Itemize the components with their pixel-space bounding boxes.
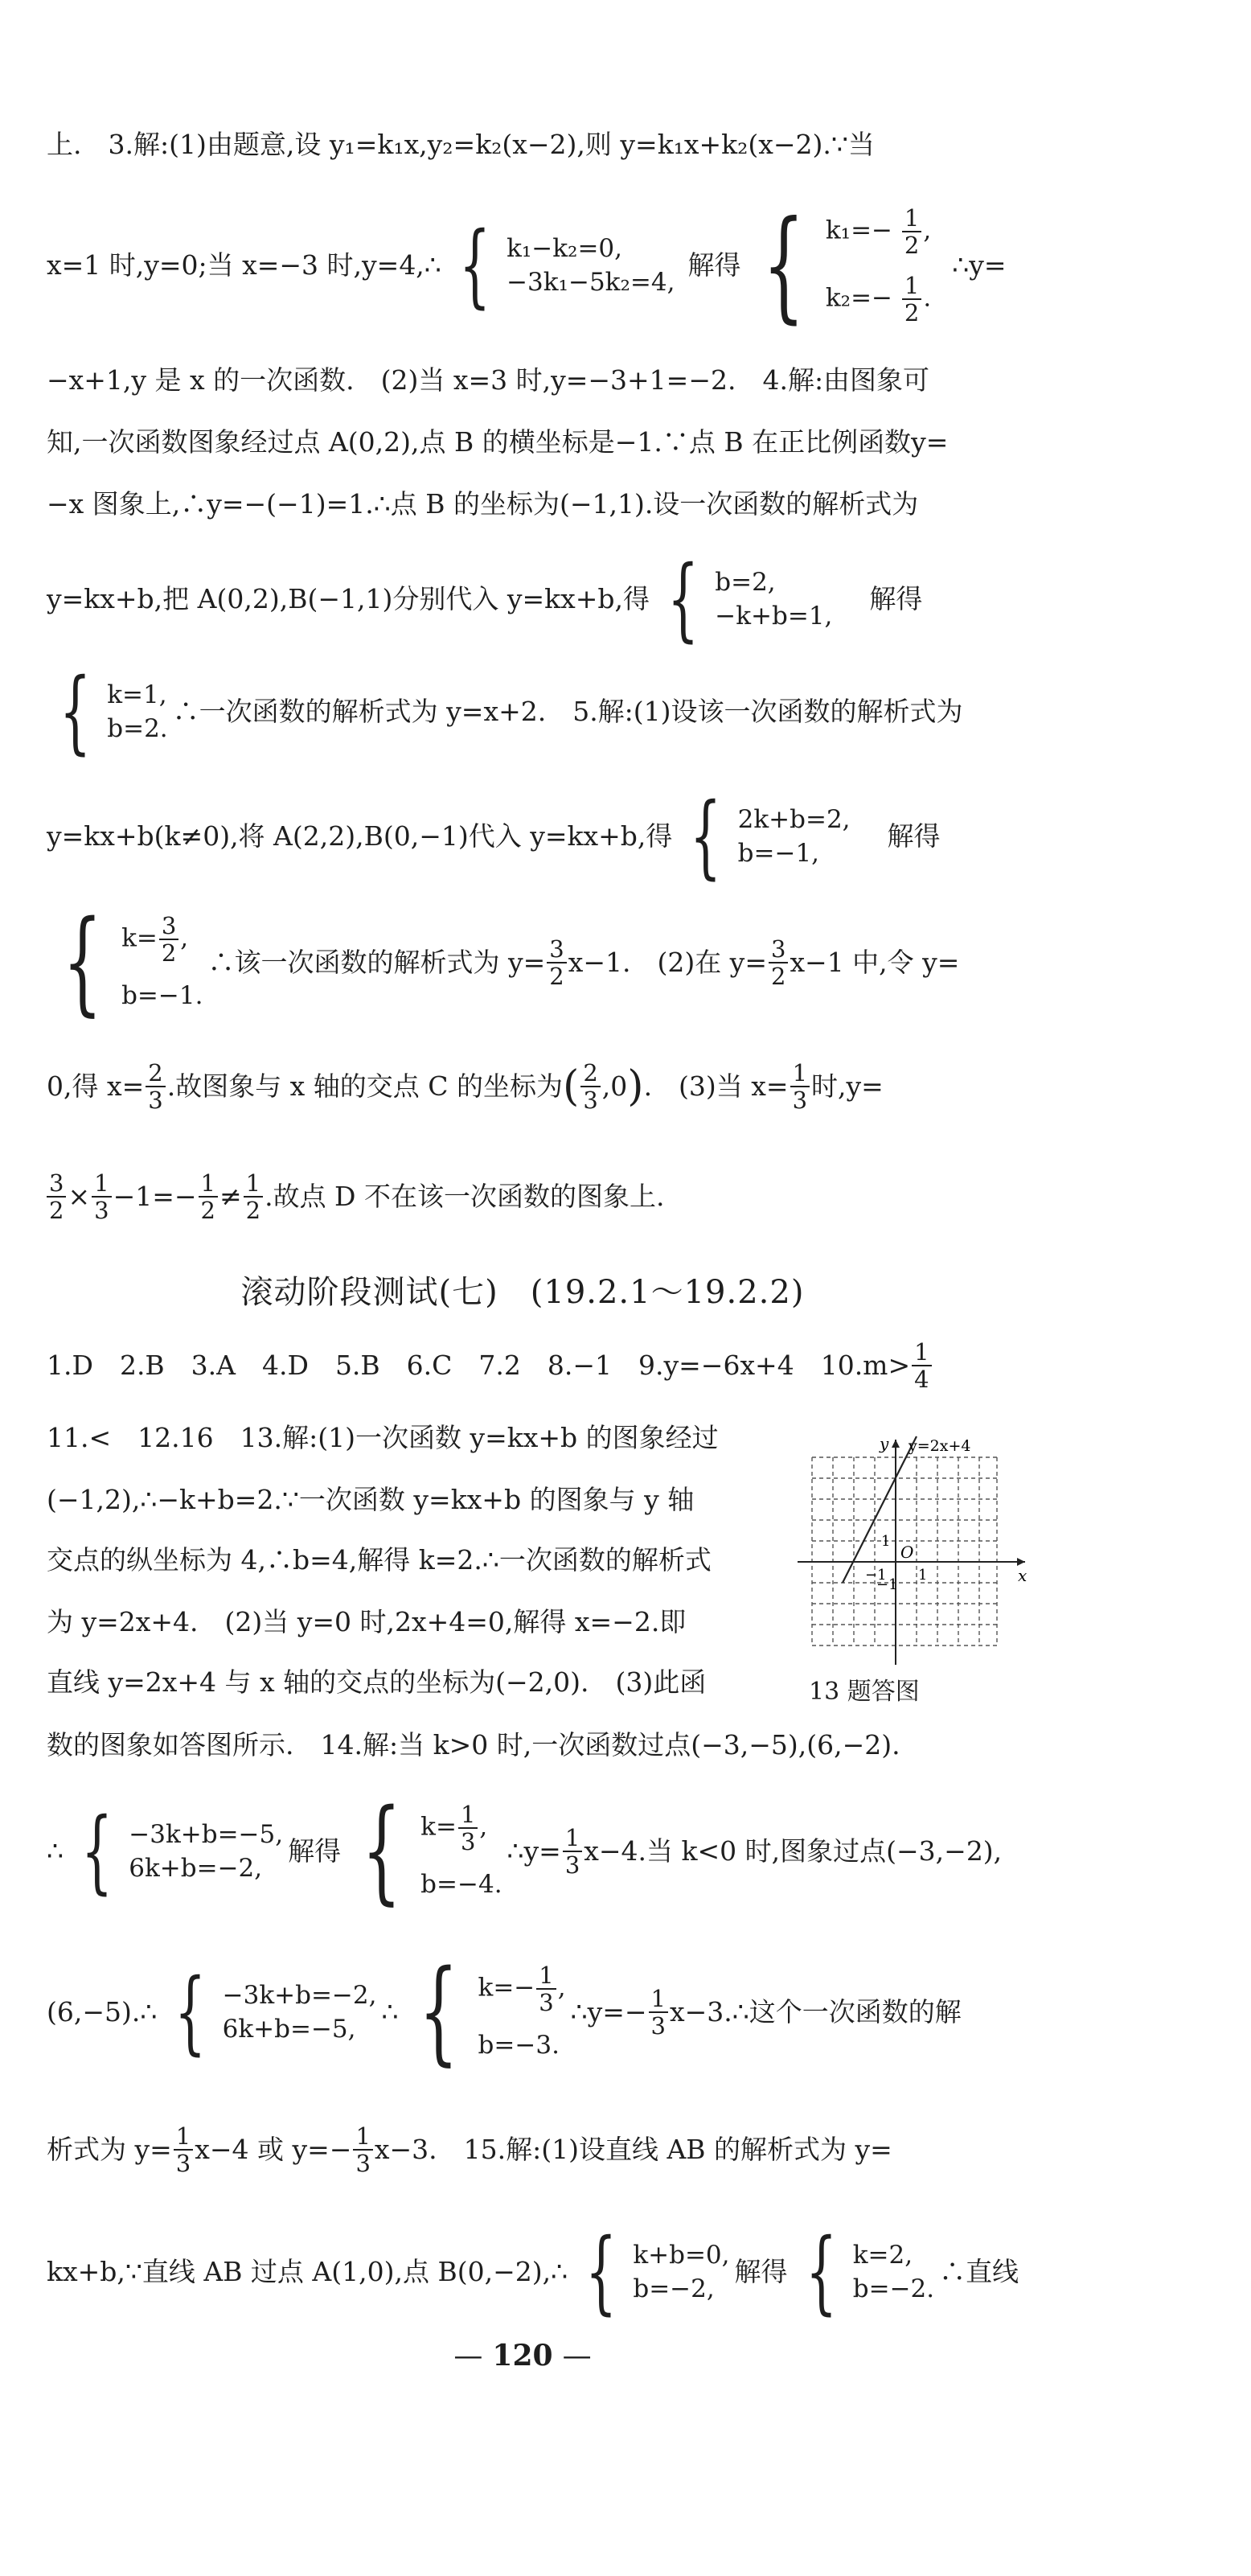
- fraction: $\frac{1}{3}$: [649, 1986, 668, 2039]
- page-dash: —: [453, 2340, 483, 2373]
- paragraph-text: .故图象与 x 轴的交点 C 的坐标为: [166, 1070, 564, 1102]
- equation-system: { b=2, −k+b=1,: [667, 547, 833, 651]
- solution-system: { k= $\frac{3}{2}$ , b=−1.: [63, 897, 203, 1028]
- text-line-5: [47, 488, 1044, 520]
- equation-row: b=−1.: [121, 981, 203, 1010]
- paragraph-text: 解得: [734, 2256, 788, 2287]
- equation-row: −3k₁−5k₂=4,: [507, 268, 675, 297]
- paragraph-text: x=1 时,y=0;当 x=−3 时,y=4,∴: [47, 249, 441, 281]
- paragraph-text: ∴: [47, 1835, 64, 1867]
- fraction: $\frac{3}{2}$: [547, 936, 566, 989]
- equation-row: −3k+b=−2,: [222, 1981, 377, 2010]
- equation-row: b=−1,: [737, 839, 820, 868]
- equation-system: { k=1, b=2.: [59, 659, 168, 764]
- x-axis-arrow-icon: [1017, 1558, 1025, 1566]
- text-line-1: [47, 129, 1044, 161]
- paragraph-text: ∴y=: [952, 249, 1007, 281]
- fraction: $\frac{1}{4}$: [912, 1339, 931, 1392]
- equation-row: 6k+b=−2,: [129, 1854, 263, 1883]
- paragraph-text: kx+b,∵直线 AB 过点 A(1,0),点 B(0,−2),∴: [47, 2256, 568, 2287]
- paragraph-text: x−4.当 k<0 时,图象过点(−3,−2),: [584, 1835, 1003, 1867]
- equation-row: 6k+b=−5,: [222, 2015, 356, 2044]
- text-line-17: [47, 1666, 786, 1699]
- equation-system: { k+b=0, b=−2,: [585, 2220, 730, 2324]
- text-line-20: [47, 1946, 1044, 2077]
- equation-row: b=−2,: [633, 2274, 715, 2303]
- equation-row: −k+b=1,: [715, 602, 833, 631]
- equation-system: { k₁−k₂=0, −3k₁−5k₂=4,: [458, 213, 675, 318]
- paragraph-text: x−3. 15.解:(1)设直线 AB 的解析式为 y=: [374, 2134, 892, 2165]
- paragraph-text: x−3.∴这个一次函数的解: [670, 1996, 962, 2028]
- line-label: y=2x+4: [909, 1437, 971, 1455]
- text-line-2: [47, 195, 1044, 335]
- text-line-10: 0,得 x= $\frac{2}{3}$ .故图象与 x 轴的交点 C 的坐标为 ( $\frac{2}{3}$ ,0 ) . (3)当 x= $\frac{1}{3}$ 时,y=: [47, 1059, 884, 1114]
- fraction: $\frac{1}{2}$: [902, 205, 921, 258]
- page-dash: —: [562, 2340, 592, 2373]
- paragraph-text: 0,得 x=: [47, 1070, 145, 1102]
- equation-row: b=−2.: [852, 2274, 935, 2303]
- equation-row: k₁−k₂=0,: [507, 234, 623, 263]
- paragraph-text: 时,y=: [811, 1070, 884, 1102]
- text-line-16: [47, 1606, 786, 1638]
- equation-row: k₁=−: [825, 216, 893, 245]
- equation-system: { −3k+b=−2, 6k+b=−5,: [174, 1960, 377, 2064]
- paragraph-text: (6,−5).∴: [47, 1996, 158, 2028]
- paragraph-text: 1.D 2.B 3.A 4.D 5.B 6.C 7.2 8.−1 9.y=−6x+4 10.m>: [47, 1350, 911, 1381]
- fraction: $\frac{3}{2}$: [769, 936, 788, 989]
- fraction: $\frac{1}{3}$: [458, 1802, 478, 1855]
- page-number-text: 120: [492, 2339, 553, 2373]
- fraction: $\frac{1}{3}$: [563, 1825, 582, 1878]
- text-line-9: [47, 897, 1044, 1028]
- solution-system: { k₁=− $\frac{1}{2}$ , k₂=− $\frac{1}{2}$ .: [762, 195, 932, 335]
- equation-system: { −3k+b=−5, 6k+b=−2,: [81, 1799, 284, 1904]
- x-tick-label: 1: [918, 1567, 928, 1584]
- y-axis-label: y: [880, 1434, 889, 1453]
- fraction: $\frac{1}{2}$: [902, 273, 921, 326]
- equation-row: b=2.: [107, 714, 168, 743]
- paragraph-text: ∴直线: [939, 2256, 1019, 2287]
- paragraph-text: 11.< 12.16 13.解:(1)一次函数 y=kx+b 的图象经过: [47, 1422, 719, 1453]
- solution-system: { k=− $\frac{1}{3}$ , b=−3.: [419, 1946, 566, 2077]
- paragraph-text: y=kx+b,把 A(0,2),B(−1,1)分别代入 y=kx+b,得: [47, 583, 650, 614]
- paragraph-text: ∴y=−: [570, 1996, 647, 2028]
- equation-row: −3k+b=−5,: [129, 1820, 284, 1849]
- section-title-range: (19.2.1～19.2.2): [530, 1274, 805, 1311]
- text-line-3: [47, 364, 1044, 396]
- x-tick-label: −1: [865, 1567, 887, 1584]
- paragraph-text: (−1,2),∴−k+b=2.∵一次函数 y=kx+b 的图象与 y 轴: [47, 1484, 695, 1515]
- text-line-11: $\frac{3}{2}$ × $\frac{1}{3}$ −1=− $\frac{1}{2}$ ≠ $\frac{1}{2}$ .故点 D 不在该一次函数的图象上.: [47, 1170, 1044, 1223]
- origin-label: O: [900, 1543, 914, 1562]
- paragraph-text: 交点的纵坐标为 4,∴b=4,解得 k=2.∴一次函数的解析式: [47, 1544, 712, 1576]
- paragraph-text: 为 y=2x+4. (2)当 y=0 时,2x+4=0,解得 x=−2.即: [47, 1606, 687, 1637]
- paragraph-text: . (3)当 x=: [643, 1070, 789, 1102]
- paragraph-text: ∴该一次函数的解析式为 y=: [207, 947, 546, 978]
- paragraph-text: −x+1,y 是 x 的一次函数. (2)当 x=3 时,y=−3+1=−2. 4.解:由图象可: [47, 364, 930, 396]
- paragraph-text: −1=−: [113, 1181, 197, 1212]
- text-line-15: [47, 1544, 786, 1576]
- paragraph-text: 数的图象如答图所示. 14.解:当 k>0 时,一次函数过点(−3,−5),(6,−2).: [47, 1729, 900, 1760]
- fraction: $\frac{1}{3}$: [92, 1170, 111, 1223]
- equation-row: k=: [420, 1812, 457, 1842]
- equation-row: b=2,: [715, 568, 776, 597]
- paragraph-text: 解得: [887, 820, 941, 852]
- text-line-22: [47, 2220, 1044, 2324]
- fraction: $\frac{1}{3}$: [174, 2123, 193, 2176]
- fraction: $\frac{2}{3}$: [580, 1060, 600, 1113]
- y-axis-arrow-icon: [892, 1440, 900, 1448]
- equation-row: 2k+b=2,: [737, 805, 851, 834]
- equation-row: k=2,: [852, 2241, 913, 2270]
- fraction: $\frac{3}{2}$: [47, 1170, 66, 1223]
- paragraph-text: 直线 y=2x+4 与 x 轴的交点的坐标为(−2,0). (3)此函: [47, 1666, 707, 1698]
- paragraph-text: 知,一次函数图象经过点 A(0,2),点 B 的横坐标是−1.∵点 B 在正比例函数y=: [47, 426, 949, 458]
- graph-figure: [796, 1433, 1045, 1666]
- fraction: $\frac{1}{3}$: [536, 1962, 556, 2015]
- equation-row: k₂=−: [825, 283, 893, 313]
- paragraph-text: 解得: [687, 249, 741, 281]
- paragraph-text: 解得: [288, 1835, 342, 1867]
- equation-row: b=−4.: [420, 1870, 502, 1899]
- fraction: $\frac{1}{3}$: [790, 1060, 810, 1113]
- paragraph-text: y=kx+b(k≠0),将 A(2,2),B(0,−1)代入 y=kx+b,得: [47, 820, 673, 852]
- solution-system: { k=2, b=−2.: [805, 2220, 935, 2324]
- equation-row: k=: [121, 923, 158, 953]
- fraction: $\frac{1}{2}$: [199, 1170, 218, 1223]
- text-line-14: [47, 1484, 786, 1516]
- x-axis-label: x: [1018, 1566, 1027, 1585]
- fraction: $\frac{1}{2}$: [244, 1170, 263, 1223]
- text-line-6: [47, 547, 1044, 651]
- text-line-8: [47, 784, 1044, 889]
- paragraph-text: 上. 3.解:(1)由题意,设 y₁=k₁x,y₂=k₂(x−2),则 y=k₁x+k₂(x−2).∵当: [47, 129, 875, 160]
- paragraph-text: ∴: [381, 1996, 399, 2028]
- text-line-13: [47, 1422, 786, 1454]
- figure-caption: 13 题答图: [809, 1678, 920, 1706]
- text-line-12: [47, 1339, 1044, 1392]
- paragraph-text: 解得: [869, 583, 923, 614]
- paragraph-text: 析式为 y=: [47, 2134, 172, 2165]
- text-line-4: [47, 426, 1044, 458]
- paragraph-text: .故点 D 不在该一次函数的图象上.: [265, 1181, 665, 1212]
- section-title: [0, 1272, 1045, 1313]
- paragraph-text: ∴一次函数的解析式为 y=x+2. 5.解:(1)设该一次函数的解析式为: [172, 696, 963, 727]
- text-line-18: [47, 1729, 1044, 1761]
- text-line-19: [47, 1785, 1044, 1917]
- y-tick-label: 1: [881, 1533, 891, 1550]
- paragraph-text: x−1 中,令 y=: [790, 947, 960, 978]
- fraction: $\frac{3}{2}$: [159, 913, 178, 966]
- paragraph-text: x−4 或 y=−: [195, 2134, 352, 2165]
- paragraph-text: −x 图象上,∴y=−(−1)=1.∴点 B 的坐标为(−1,1).设一次函数的解析式为: [47, 488, 919, 520]
- solution-system: { k= $\frac{1}{3}$ , b=−4.: [362, 1785, 502, 1917]
- text-line-21: [47, 2123, 1044, 2176]
- fraction: $\frac{1}{3}$: [353, 2123, 372, 2176]
- equation-row: k=1,: [107, 680, 167, 709]
- page-number: [0, 2339, 1045, 2373]
- fraction: $\frac{2}{3}$: [146, 1060, 165, 1113]
- paragraph-text: ∴y=: [507, 1835, 561, 1867]
- equation-row: b=−3.: [478, 2031, 560, 2060]
- paragraph-text: x−1. (2)在 y=: [568, 947, 767, 978]
- equation-row: k=−: [478, 1973, 535, 2003]
- equation-row: k+b=0,: [633, 2241, 730, 2270]
- text-line-7: [47, 659, 1044, 764]
- section-title-text: 滚动阶段测试(七): [240, 1274, 498, 1311]
- equation-system: { 2k+b=2, b=−1,: [690, 784, 851, 889]
- y-tick-label: −1: [876, 1576, 898, 1593]
